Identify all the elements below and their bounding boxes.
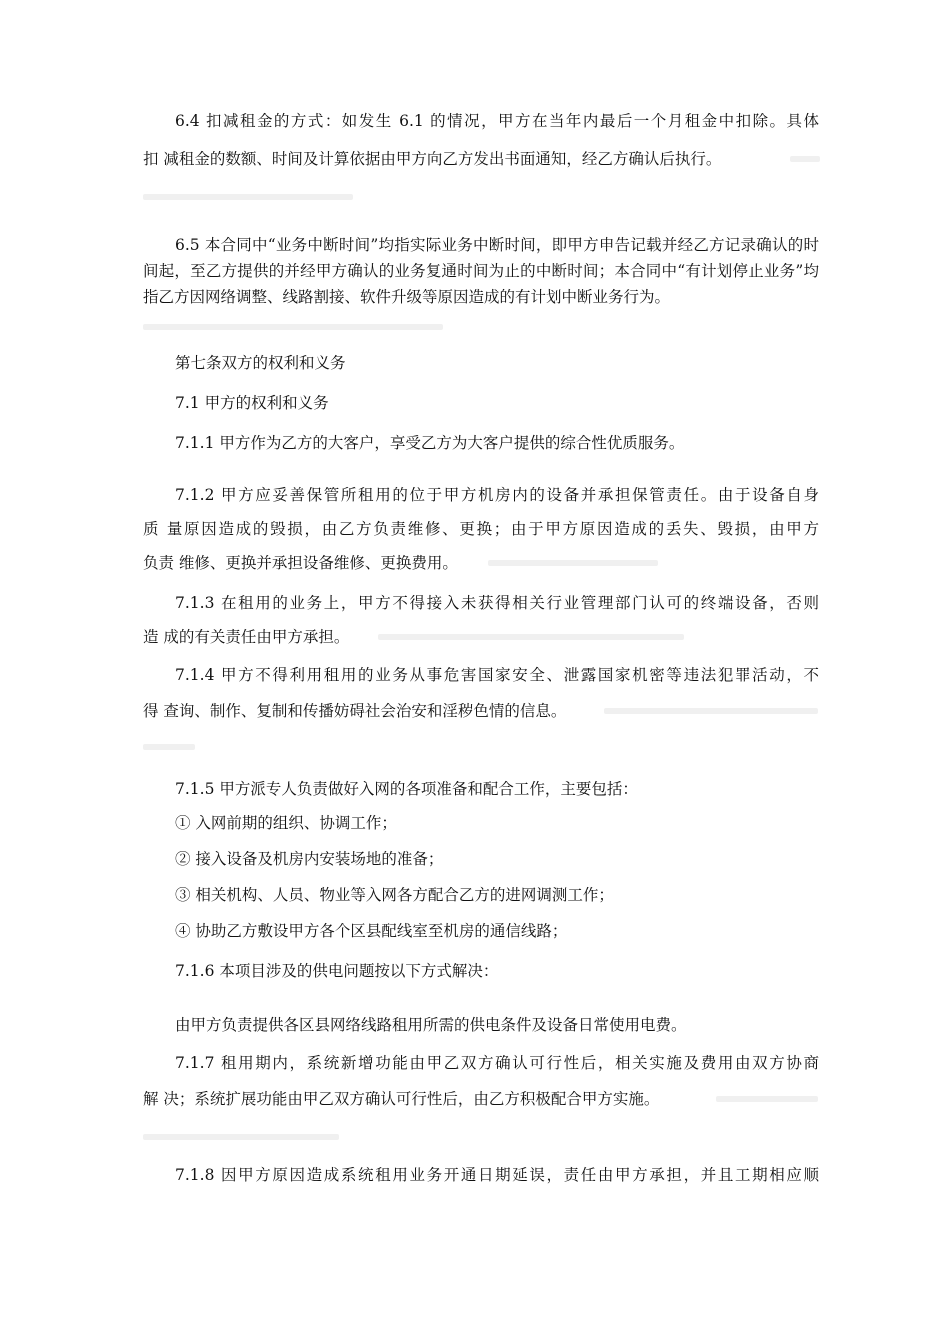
article-7-heading: 第七条双方的权利和义务 (175, 354, 346, 372)
paragraph-6-4-line-2: 扣 减租金的数额、时间及计算依据由甲方向乙方发出书面通知，经乙方确认后执行。 (143, 150, 722, 168)
clause-7-1-8-line-1: 7.1.8 因甲方原因造成系统租用业务开通日期延误，责任由甲方承担，并且工期相应顺 (175, 1166, 819, 1184)
section-7-1-heading: 7.1 甲方的权利和义务 (175, 394, 329, 412)
list-item: ② 接入设备及机房内安装场地的准备； (175, 850, 444, 868)
clause-7-1-5: 7.1.5 甲方派专人负责做好入网的各项准备和配合工作，主要包括： (175, 780, 638, 798)
clause-7-1-4-line-2: 得 查询、制作、复制和传播妨碍社会治安和淫秽色情的信息。 (143, 702, 567, 720)
faded-watermark-text (143, 744, 195, 750)
faded-watermark-text (716, 1096, 818, 1102)
faded-watermark-text (143, 324, 443, 330)
list-item: ① 入网前期的组织、协调工作； (175, 814, 397, 832)
paragraph-6-4-line-1: 6.4 扣减租金的方式：如发生 6.1 的情况，甲方在当年内最后一个月租金中扣除。具体 (175, 112, 819, 130)
clause-7-1-1: 7.1.1 甲方作为乙方的大客户，享受乙方为大客户提供的综合性优质服务。 (175, 434, 685, 452)
list-item: ③ 相关机构、人员、物业等入网各方配合乙方的进网调测工作； (175, 886, 614, 904)
clause-7-1-3-line-2: 造 成的有关责任由甲方承担。 (143, 628, 350, 646)
faded-watermark-text (143, 194, 353, 200)
clause-7-1-6-detail: 由甲方负责提供各区县网络线路租用所需的供电条件及设备日常使用电费。 (175, 1016, 687, 1034)
clause-7-1-2-line-1: 7.1.2 甲方应妥善保管所租用的位于甲方机房内的设备并承担保管责任。由于设备自身 (175, 486, 819, 504)
list-item: ④ 协助乙方敷设甲方各个区县配线室至机房的通信线路； (175, 922, 568, 940)
faded-watermark-text (378, 634, 684, 640)
clause-7-1-7-line-2: 解 决；系统扩展功能由甲乙双方确认可行性后，由乙方积极配合甲方实施。 (143, 1090, 660, 1108)
faded-watermark-text (604, 708, 818, 714)
faded-watermark-text (143, 1134, 339, 1140)
clause-7-1-6: 7.1.6 本项目涉及的供电问题按以下方式解决： (175, 962, 499, 980)
paragraph-6-5: 6.5 本合同中“业务中断时间”均指实际业务中断时间，即甲方申告记载并经乙方记录确认的时间起，至乙方提供的并经甲方确认的业务复通时间为止的中断时间；本合同中“有计划停止业务”均指乙方因网络调整、线路割接、软件升级等原因造成的有计划中断业务行为。 (143, 236, 819, 306)
clause-7-1-3-line-1: 7.1.3 在租用的业务上，甲方不得接入未获得相关行业管理部门认可的终端设备，否则 (175, 594, 819, 612)
clause-7-1-4-line-1: 7.1.4 甲方不得利用租用的业务从事危害国家安全、泄露国家机密等违法犯罪活动，不 (175, 666, 819, 684)
clause-7-1-2-line-3: 负责 维修、更换并承担设备维修、更换费用。 (143, 554, 458, 572)
faded-watermark-text (790, 156, 820, 162)
faded-watermark-text (488, 560, 658, 566)
clause-7-1-2-line-2: 质 量原因造成的毁损，由乙方负责维修、更换；由于甲方原因造成的丢失、毁损，由甲方 (143, 520, 819, 538)
clause-7-1-7-line-1: 7.1.7 租用期内，系统新增功能由甲乙双方确认可行性后，相关实施及费用由双方协商 (175, 1054, 819, 1072)
